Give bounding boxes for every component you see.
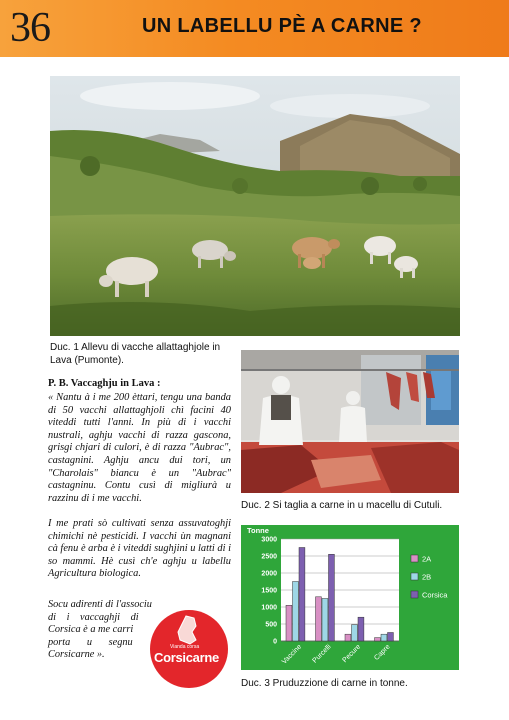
p3-line-2: di i vaccaghji di bbox=[48, 611, 139, 623]
logo-top-text: Vianda corsa bbox=[170, 644, 200, 650]
bar-purcelli-2b bbox=[322, 599, 328, 642]
doc1-caption-line2: Lava (Pumonte). bbox=[50, 355, 124, 366]
bar-capre-2b bbox=[381, 634, 387, 641]
legend-swatch-2b bbox=[411, 573, 418, 580]
y-tick-label-1000: 1000 bbox=[261, 604, 277, 612]
doc2-caption: Duc. 2 Si taglia a carne in u macellu di Cutuli. bbox=[241, 500, 443, 511]
legend-label-corsica: Corsica bbox=[422, 590, 448, 600]
x-tick-label-pecure: Pecure bbox=[341, 643, 363, 665]
x-tick-label-capre: Capre bbox=[373, 643, 392, 662]
p3-line-3: Corsica è a me carri bbox=[48, 624, 134, 636]
legend-label-2a: 2A bbox=[422, 554, 432, 564]
bar-pecure-corsica bbox=[358, 617, 364, 641]
photo-cows-pasture bbox=[50, 76, 460, 336]
y-tick-label-1500: 1500 bbox=[261, 587, 277, 595]
legend-label-2b: 2B bbox=[422, 572, 432, 582]
bar-pecure-2b bbox=[352, 625, 358, 641]
butcher-illustration bbox=[241, 350, 459, 493]
doc1-caption-line1: Duc. 1 Allevu di vacche allattaghjole in bbox=[50, 342, 221, 353]
corsicarne-logo bbox=[150, 610, 228, 688]
article-paragraph-2: I me prati sò cultivati senza assuvatoghji chimichi nè pesticidi. I vacchi ùn magnani cà fenu è arba è i viteddi sughjini u latti di i so mammi. Hè cusì ch'e aghju u labellu Agricultura biologica. bbox=[48, 518, 231, 580]
doc1-caption bbox=[50, 341, 230, 367]
x-tick-label-purcelli: Purcelli bbox=[311, 643, 333, 665]
production-chart bbox=[241, 525, 459, 670]
y-tick-label-2500: 2500 bbox=[261, 553, 277, 561]
bar-pecure-2a bbox=[345, 634, 351, 641]
x-tick-label-vaccine: Vaccine bbox=[280, 643, 304, 666]
legend-swatch-2a bbox=[411, 555, 418, 562]
bar-capre-corsica bbox=[388, 633, 394, 642]
article-paragraph-1: « Nantu à i me 200 èttari, tengu una banda di 50 vacchi allattaghjoli chì facini 40 viteddi tutti l'anni. In più di i vacchi nustrali, aghju vacchi di razza gascona, grisgi chjari di culori, è di razza "Aubrac", castagnini. Aghju ancu dui tori, un "Charolais" biancu è un "Aubrac" castagninu. Contu cusì di migliurà u razzinu di i me vacchi. bbox=[48, 392, 231, 504]
y-axis-label: Tonne bbox=[247, 526, 269, 535]
p3-line-5: Corsicarne ». bbox=[48, 649, 105, 661]
legend-swatch-corsica bbox=[411, 591, 418, 598]
logo-brand: Corsicarne bbox=[154, 650, 219, 665]
page-title: UN LABELLU PÈ A CARNE ? bbox=[142, 15, 422, 37]
y-tick-label-3000: 3000 bbox=[261, 536, 277, 544]
p3-line-1: Socu adirenti di l'associu bbox=[48, 599, 152, 610]
bar-vaccine-2a bbox=[286, 605, 292, 641]
y-tick-label-500: 500 bbox=[265, 621, 277, 629]
cows-pasture-illustration bbox=[50, 76, 460, 336]
bar-purcelli-corsica bbox=[329, 554, 335, 641]
p3-line-4: porta u segnu bbox=[48, 636, 133, 648]
photo-butcher bbox=[241, 350, 459, 493]
bar-vaccine-2b bbox=[293, 582, 299, 642]
bar-capre-2a bbox=[375, 638, 381, 641]
production-chart-svg bbox=[241, 525, 459, 670]
y-tick-label-0: 0 bbox=[273, 638, 277, 646]
y-tick-label-2000: 2000 bbox=[261, 570, 277, 578]
doc3-caption: Duc. 3 Pruduzzione di carne in tonne. bbox=[241, 678, 408, 689]
bar-vaccine-corsica bbox=[299, 548, 305, 642]
article-heading: P. B. Vaccaghju in Lava : bbox=[48, 378, 161, 389]
bar-purcelli-2a bbox=[316, 597, 322, 641]
page-header bbox=[0, 0, 509, 57]
page-number: 36 bbox=[10, 5, 50, 51]
